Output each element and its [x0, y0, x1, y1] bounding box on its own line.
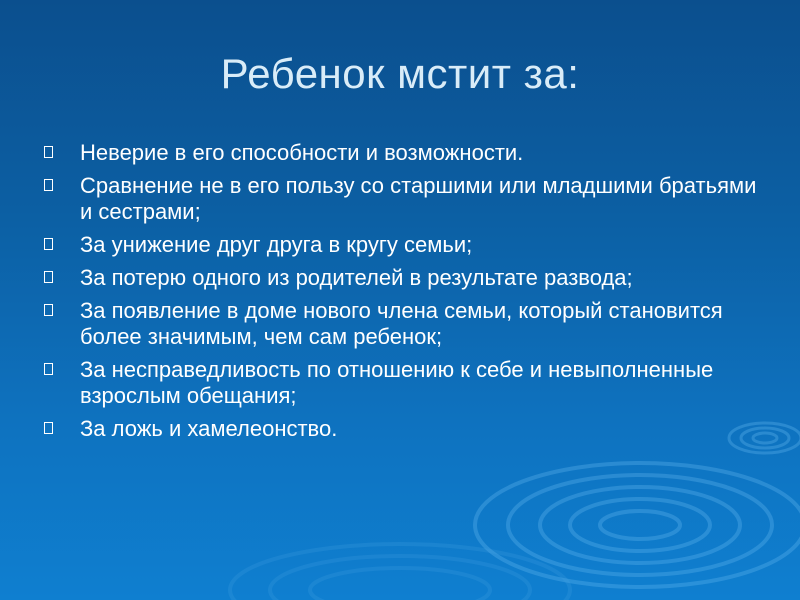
bullet-text: Неверие в его способности и возможности.	[80, 140, 524, 165]
square-bullet-icon	[44, 304, 53, 316]
square-bullet-icon	[44, 238, 53, 250]
bullet-item	[44, 173, 764, 225]
square-bullet-icon	[44, 146, 53, 158]
square-bullet-icon	[44, 422, 53, 434]
bullet-text: Сравнение не в его пользу со старшими или младшими братьями и сестрами;	[80, 173, 757, 224]
square-bullet-icon	[44, 179, 53, 191]
bullet-item	[44, 140, 764, 166]
bullet-item	[44, 298, 764, 350]
bullet-item	[44, 357, 764, 409]
bullet-item	[44, 232, 764, 258]
bullet-text: За несправедливость по отношению к себе и невыполненные взрослым обещания;	[80, 357, 714, 408]
bullet-item	[44, 265, 764, 291]
bullet-text: За появление в доме нового члена семьи, который становится более значимым, чем сам ребенок;	[80, 298, 723, 349]
bullet-item	[44, 416, 764, 442]
bullet-text: За ложь и хамелеонство.	[80, 416, 338, 441]
slide-title: Ребенок мстит за:	[220, 50, 580, 97]
bullet-list	[44, 140, 764, 449]
square-bullet-icon	[44, 271, 53, 283]
bullet-text: За унижение друг друга в кругу семьи;	[80, 232, 473, 257]
square-bullet-icon	[44, 363, 53, 375]
bullet-text: За потерю одного из родителей в результате развода;	[80, 265, 633, 290]
